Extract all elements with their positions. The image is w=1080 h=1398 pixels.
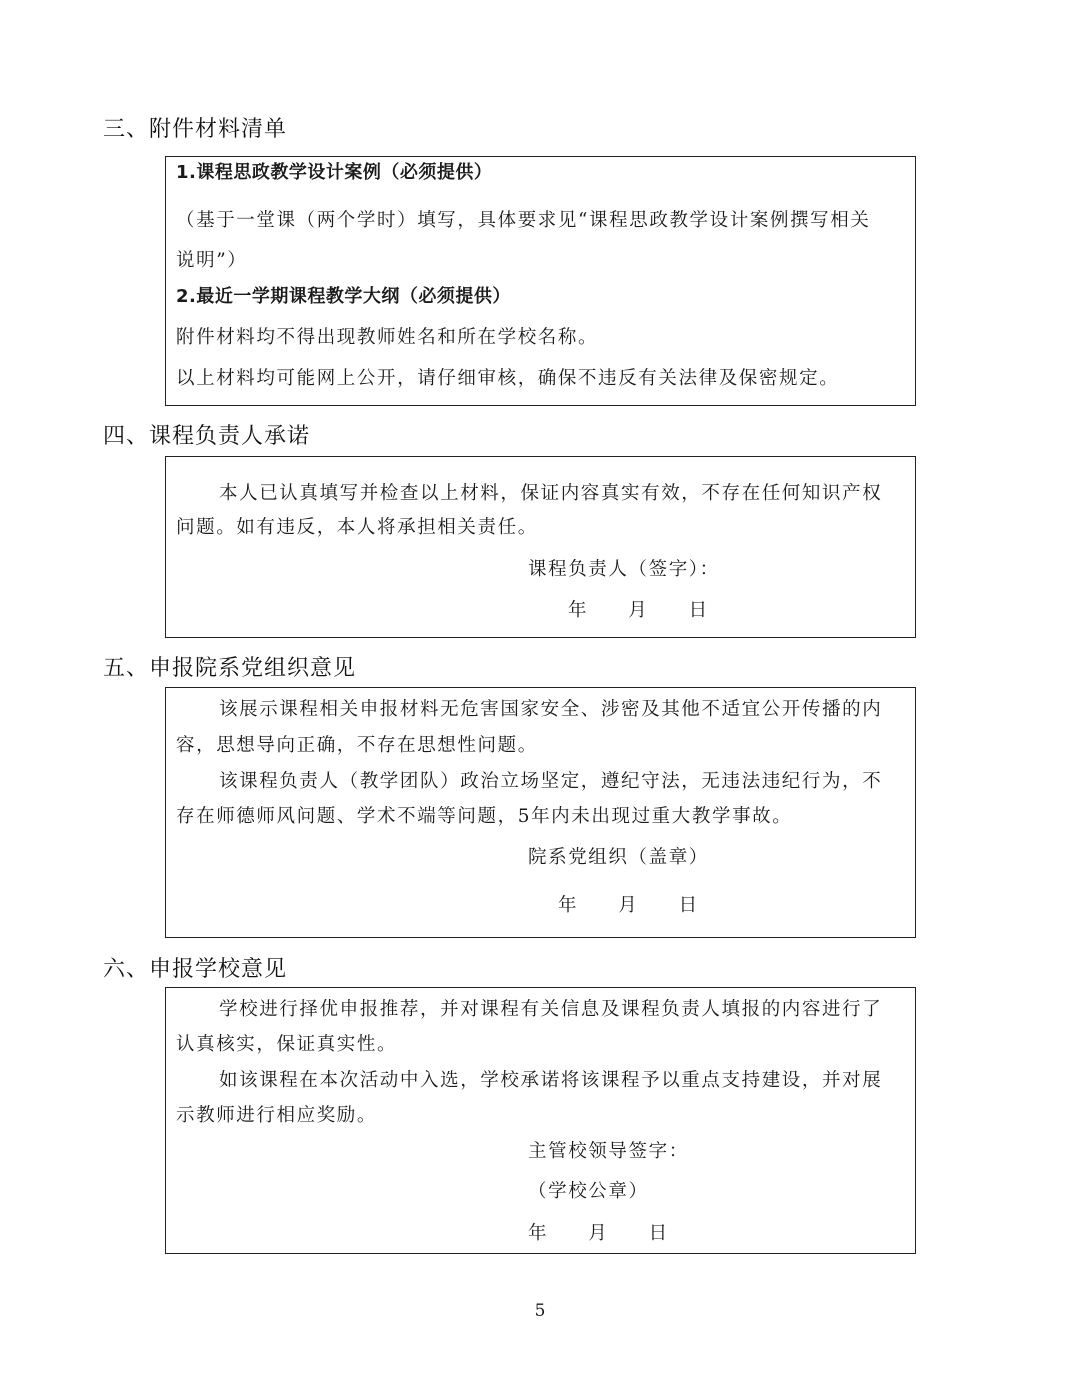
item-1-title: 1.课程思政教学设计案例（必须提供） bbox=[176, 162, 493, 183]
section-6-box bbox=[165, 987, 916, 1254]
item-2-title: 2.最近一学期课程教学大纲（必须提供） bbox=[176, 286, 511, 307]
party-org-seal: 院系党组织（盖章） bbox=[528, 847, 709, 868]
pledge-line-a: 本人已认真填写并检查以上材料，保证内容真实有效，不存在任何知识产权 bbox=[219, 483, 883, 504]
school-opinion-2-line-a: 如该课程在本次活动中入选，学校承诺将该课程予以重点支持建设，并对展 bbox=[219, 1070, 883, 1091]
dept-opinion-1-line-b: 容，思想导向正确，不存在思想性问题。 bbox=[176, 735, 538, 756]
page-number: 5 bbox=[534, 1301, 546, 1321]
item-1-note-line-b: 说明”） bbox=[176, 250, 248, 271]
section-4-box bbox=[165, 456, 916, 638]
pledge-line-b: 问题。如有违反，本人将承担相关责任。 bbox=[176, 517, 538, 538]
section-4-heading: 四、课程负责人承诺 bbox=[103, 424, 311, 449]
school-opinion-2-line-b: 示教师进行相应奖励。 bbox=[176, 1105, 378, 1126]
attachment-note-2: 以上材料均可能网上公开，请仔细审核，确保不违反有关法律及保密规定。 bbox=[176, 368, 840, 389]
section-6-heading: 六、申报学校意见 bbox=[103, 957, 288, 982]
seal-date: 年 月 日 bbox=[558, 895, 699, 916]
signature-date: 年 月 日 bbox=[568, 600, 709, 621]
item-1-note-line-a: （基于一堂课（两个学时）填写，具体要求见“课程思政教学设计案例撰写相关 bbox=[176, 210, 871, 231]
attachment-note-1: 附件材料均不得出现教师姓名和所在学校名称。 bbox=[176, 327, 599, 348]
school-leader-signature: 主管校领导签字： bbox=[528, 1141, 689, 1162]
section-3-box bbox=[165, 156, 916, 406]
section-5-box bbox=[165, 687, 916, 938]
section-5-heading: 五、申报院系党组织意见 bbox=[103, 656, 357, 681]
dept-opinion-2-line-b: 存在师德师风问题、学术不端等问题，5年内未出现过重大教学事故。 bbox=[176, 806, 793, 827]
school-date: 年 月 日 bbox=[528, 1223, 669, 1244]
course-leader-signature: 课程负责人（签字）： bbox=[528, 559, 720, 580]
school-seal: （学校公章） bbox=[528, 1181, 649, 1202]
school-opinion-1-line-b: 认真核实，保证真实性。 bbox=[176, 1034, 398, 1055]
dept-opinion-2-line-a: 该课程负责人（教学团队）政治立场坚定，遵纪守法，无违法违纪行为，不 bbox=[219, 771, 883, 792]
school-opinion-1-line-a: 学校进行择优申报推荐，并对课程有关信息及课程负责人填报的内容进行了 bbox=[219, 999, 883, 1020]
dept-opinion-1-line-a: 该展示课程相关申报材料无危害国家安全、涉密及其他不适宜公开传播的内 bbox=[219, 699, 883, 720]
section-3-heading: 三、附件材料清单 bbox=[103, 117, 288, 142]
